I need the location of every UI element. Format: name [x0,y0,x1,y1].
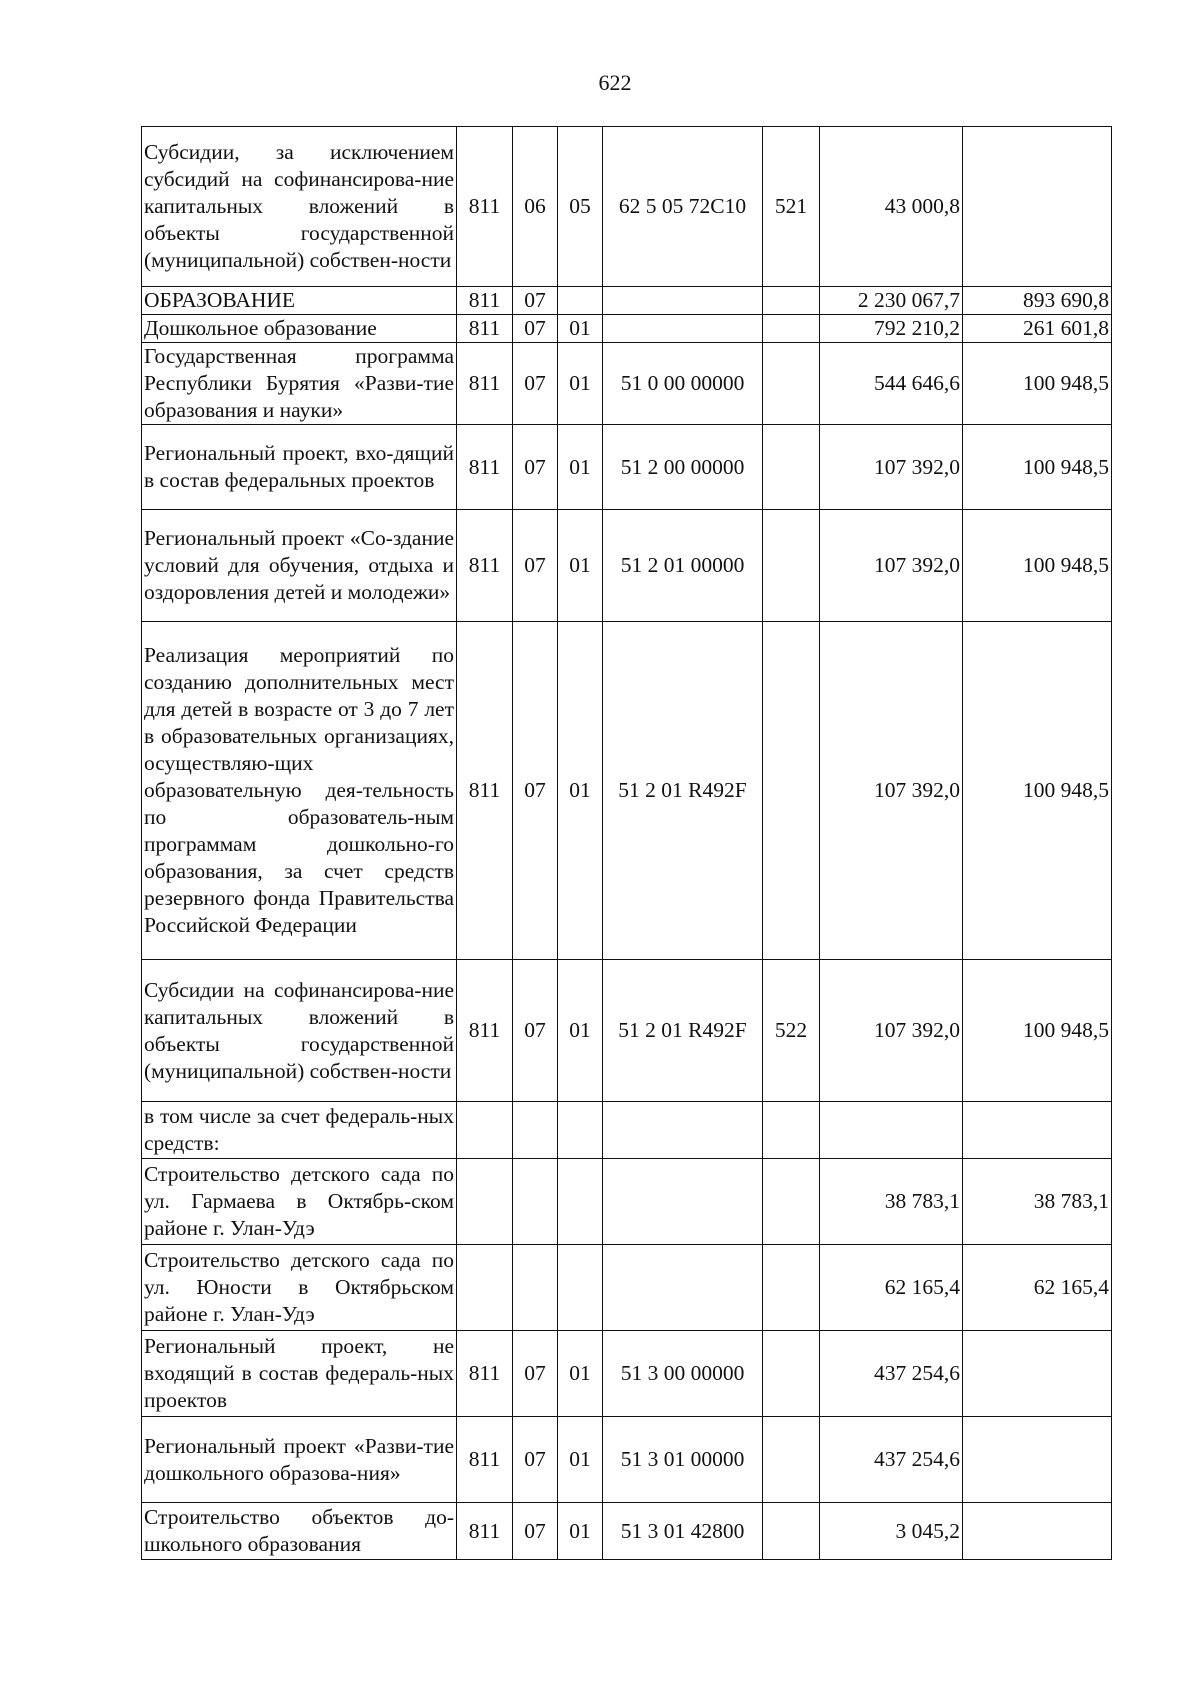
target-article: 51 2 01 R492F [603,622,763,960]
section-code [513,1102,558,1159]
table-row [142,343,1112,425]
ministry-code: 811 [457,1331,513,1417]
target-article [603,1159,763,1245]
ministry-code: 811 [457,622,513,960]
amount-1: 437 254,6 [820,1417,963,1503]
subsection-code: 01 [558,1503,603,1560]
table-row [142,1245,1112,1331]
ministry-code [457,1102,513,1159]
table-row [142,287,1112,315]
table-row [142,425,1112,510]
row-name: ОБРАЗОВАНИЕ [142,287,457,315]
row-name: в том числе за счет федераль-ных средств: [142,1102,457,1159]
section-code: 07 [513,510,558,622]
row-name: Строительство детского сада по ул. Гармаева в Октябрь-ском районе г. Улан-Удэ [142,1159,457,1245]
amount-2: 261 601,8 [963,315,1112,343]
ministry-code [457,1245,513,1331]
amount-2: 100 948,5 [963,960,1112,1102]
amount-2: 38 783,1 [963,1159,1112,1245]
target-article: 51 3 00 00000 [603,1331,763,1417]
row-name: Региональный проект «Со-здание условий для обучения, отдыха и оздоровления детей и молодежи» [142,510,457,622]
ministry-code: 811 [457,960,513,1102]
row-name: Строительство объектов до-школьного образования [142,1503,457,1560]
expense-type [763,1503,820,1560]
expense-type [763,1331,820,1417]
amount-1: 62 165,4 [820,1245,963,1331]
expense-type [763,1102,820,1159]
target-article: 51 2 01 00000 [603,510,763,622]
subsection-code [558,1102,603,1159]
subsection-code: 01 [558,960,603,1102]
amount-1: 107 392,0 [820,425,963,510]
expense-type [763,315,820,343]
section-code: 07 [513,343,558,425]
target-article: 51 3 01 42800 [603,1503,763,1560]
target-article [603,315,763,343]
target-article: 51 3 01 00000 [603,1417,763,1503]
expense-type [763,425,820,510]
expense-type [763,1159,820,1245]
row-name: Субсидии на софинансирова-ние капитальных вложений в объекты государственной (муниципальной) собствен-ности [142,960,457,1102]
section-code: 07 [513,315,558,343]
amount-1: 544 646,6 [820,343,963,425]
section-code [513,1245,558,1331]
row-name: Реализация мероприятий по созданию дополнительных мест для детей в возрасте от 3 до 7 лет в образовательных организациях, осуществляю-щих образовательную дея-тельность по образователь-ным программам дошкольно-го образования, за счет средств резервного фонда Правительства Российской Федерации [142,622,457,960]
table-row [142,622,1112,960]
amount-2 [963,1331,1112,1417]
amount-2 [963,1417,1112,1503]
section-code: 07 [513,1503,558,1560]
table-row [142,127,1112,287]
amount-1: 2 230 067,7 [820,287,963,315]
subsection-code: 01 [558,1417,603,1503]
table-row [142,1331,1112,1417]
subsection-code [558,1245,603,1331]
ministry-code: 811 [457,1417,513,1503]
expense-type: 521 [763,127,820,287]
row-name: Региональный проект «Разви-тие дошкольного образова-ния» [142,1417,457,1503]
expense-type [763,343,820,425]
table-row [142,1417,1112,1503]
ministry-code: 811 [457,1503,513,1560]
budget-table [141,126,1112,1560]
expense-type [763,287,820,315]
amount-2 [963,1102,1112,1159]
table-row [142,1102,1112,1159]
subsection-code: 01 [558,425,603,510]
subsection-code: 01 [558,622,603,960]
ministry-code: 811 [457,315,513,343]
table-row [142,315,1112,343]
subsection-code: 01 [558,343,603,425]
section-code: 06 [513,127,558,287]
row-name: Региональный проект, вхо-дящий в состав федеральных проектов [142,425,457,510]
subsection-code: 01 [558,510,603,622]
amount-2 [963,1503,1112,1560]
table-row [142,960,1112,1102]
section-code: 07 [513,1417,558,1503]
subsection-code: 05 [558,127,603,287]
subsection-code [558,287,603,315]
target-article: 51 0 00 00000 [603,343,763,425]
subsection-code [558,1159,603,1245]
amount-1: 107 392,0 [820,960,963,1102]
expense-type [763,1245,820,1331]
section-code: 07 [513,287,558,315]
subsection-code: 01 [558,315,603,343]
table-row [142,1503,1112,1560]
section-code: 07 [513,960,558,1102]
amount-2: 100 948,5 [963,510,1112,622]
ministry-code [457,1159,513,1245]
expense-type [763,510,820,622]
target-article: 51 2 01 R492F [603,960,763,1102]
table-row [142,510,1112,622]
ministry-code: 811 [457,425,513,510]
amount-1: 43 000,8 [820,127,963,287]
amount-1 [820,1102,963,1159]
target-article [603,1102,763,1159]
amount-2: 893 690,8 [963,287,1112,315]
row-name: Дошкольное образование [142,315,457,343]
amount-1: 792 210,2 [820,315,963,343]
amount-1: 437 254,6 [820,1331,963,1417]
ministry-code: 811 [457,510,513,622]
section-code: 07 [513,1331,558,1417]
row-name: Строительство детского сада по ул. Юности в Октябрьском районе г. Улан-Удэ [142,1245,457,1331]
subsection-code: 01 [558,1331,603,1417]
expense-type [763,622,820,960]
row-name: Региональный проект, не входящий в состав федераль-ных проектов [142,1331,457,1417]
amount-2: 100 948,5 [963,343,1112,425]
expense-type [763,1417,820,1503]
amount-2: 100 948,5 [963,622,1112,960]
row-name: Субсидии, за исключением субсидий на софинансирова-ние капитальных вложений в объекты государственной (муниципальной) собствен-ности [142,127,457,287]
section-code: 07 [513,425,558,510]
amount-1: 38 783,1 [820,1159,963,1245]
page-number: 622 [598,70,632,95]
section-code [513,1159,558,1245]
amount-1: 107 392,0 [820,622,963,960]
amount-1: 107 392,0 [820,510,963,622]
row-name: Государственная программа Республики Бурятия «Разви-тие образования и науки» [142,343,457,425]
section-code: 07 [513,622,558,960]
ministry-code: 811 [457,287,513,315]
amount-2: 62 165,4 [963,1245,1112,1331]
ministry-code: 811 [457,127,513,287]
ministry-code: 811 [457,343,513,425]
target-article [603,287,763,315]
target-article [603,1245,763,1331]
expense-type: 522 [763,960,820,1102]
target-article: 51 2 00 00000 [603,425,763,510]
amount-2 [963,127,1112,287]
target-article: 62 5 05 72С10 [603,127,763,287]
amount-1: 3 045,2 [820,1503,963,1560]
table-row [142,1159,1112,1245]
amount-2: 100 948,5 [963,425,1112,510]
